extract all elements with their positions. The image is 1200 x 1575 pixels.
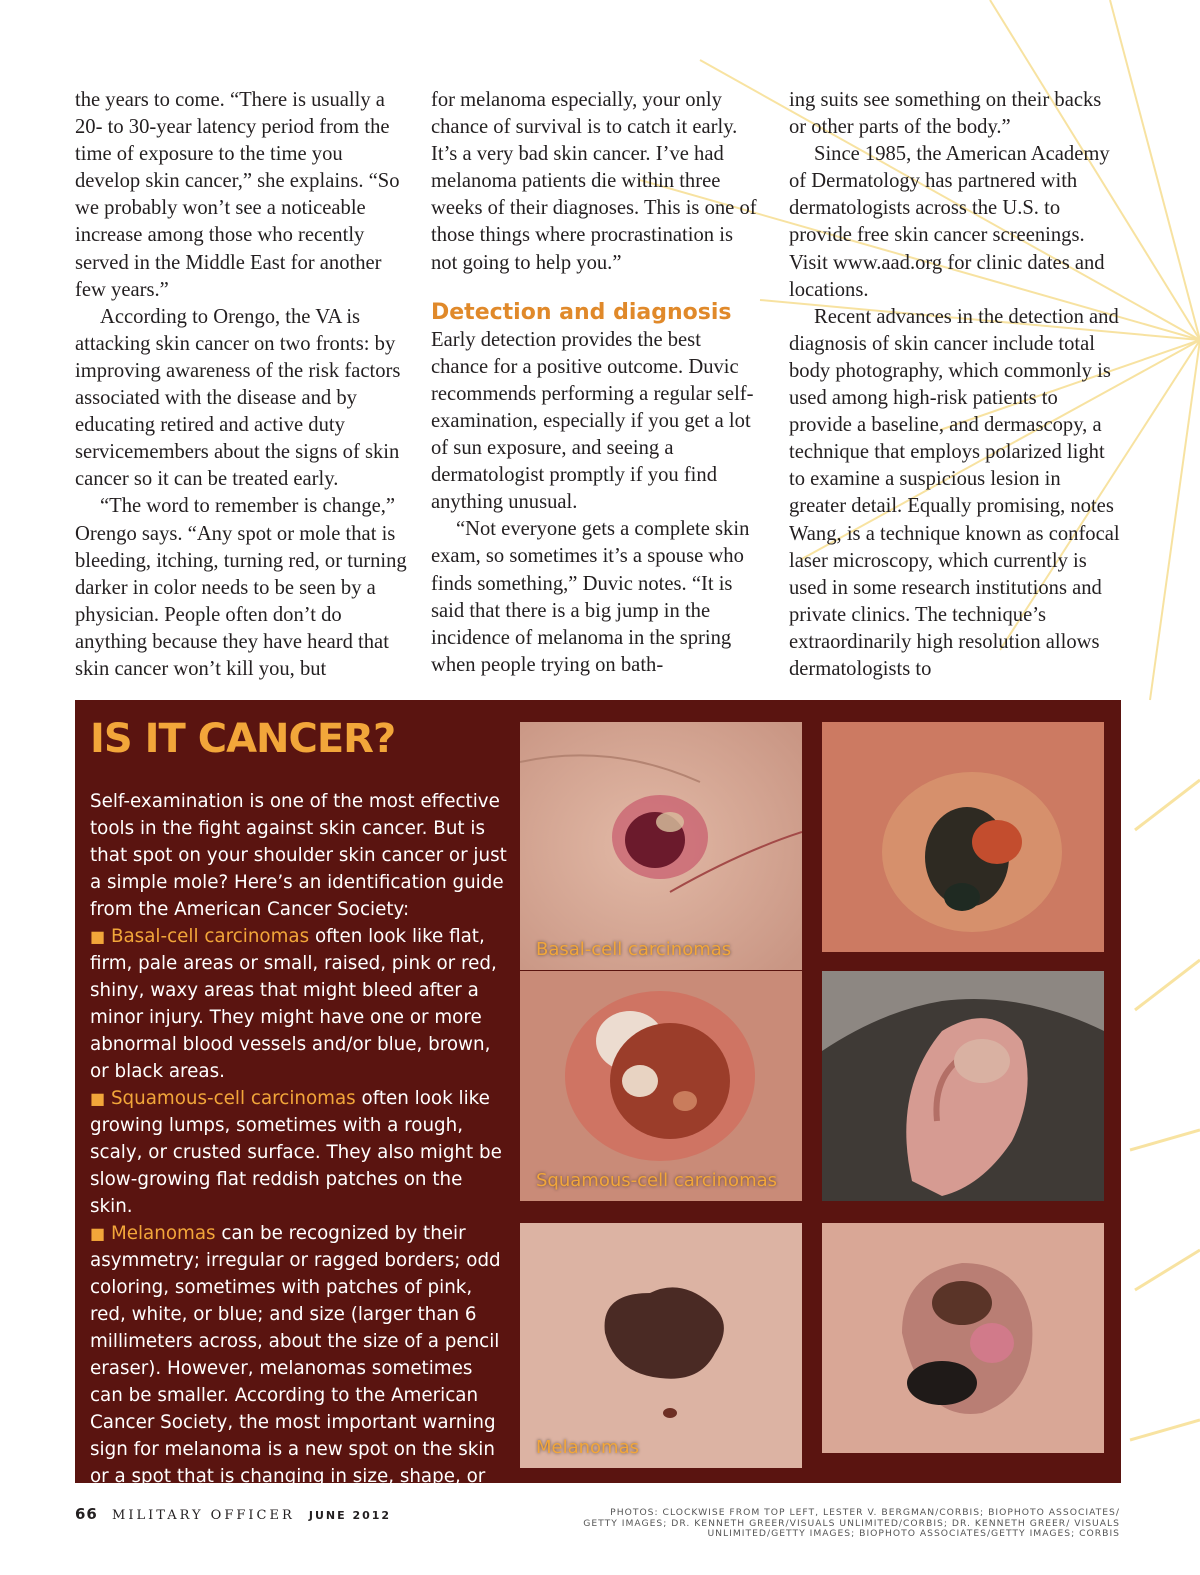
basal-description: often look like flat, firm, pale areas or small, raised, pink or red, shiny, waxy areas that might bleed after a minor injury. They might have one or more abnormal blood vessels and/or blue, brown, or black areas.	[90, 926, 497, 1082]
photo-credits: PHOTOS: CLOCKWISE FROM TOP LEFT, LESTER V. BERGMAN/CORBIS; BIOPHOTO ASSOCIATES/ GETTY IMAGES; DR. KENNETH GREER/VISUALS UNLIMITED/CORBIS; DR. KENNETH GREER/ VISUALS UNLIMITED/GETTY IMAGES; BIOPHOTO ASSOCIATES/GETTY IMAGES; CORBIS	[583, 1507, 1120, 1539]
melanoma-photo-2	[822, 1223, 1104, 1453]
melanoma-description: can be recognized by their asymmetry; irregular or ragged borders; odd coloring, sometimes with patches of pink, red, white, or blue; and size (larger than 6 millimeters across, about the size of a pencil eraser). However, melanomas sometimes can be smaller. According to the American Cancer Society, the most important warning sign for melanoma is a new spot on the skin or a spot that is changing in size, shape, or color.	[90, 1223, 501, 1514]
article-paragraph: the years to come. “There is usually a 20- to 30-year latency period from the time of exposure to the time you develop skin cancer,” she explains. “So we probably won’t see a noticeable increase among those who recently served in the Middle East for another few years.”	[75, 89, 400, 301]
article-column-1	[75, 87, 407, 683]
article-column-2	[431, 87, 763, 679]
article-paragraph: for melanoma especially, your only chance of survival is to catch it early. It’s a very bad skin cancer. I’ve had melanoma patients die within three weeks of their diagnoses. This is one of those things where procrastination is not going to help you.”	[431, 89, 757, 274]
squamous-term: Squamous-cell carcinomas	[110, 1088, 356, 1109]
squamous-cell-photo-1	[520, 971, 802, 1201]
squamous-cell-photo-2	[822, 971, 1104, 1201]
basal-cell-photo-2	[822, 722, 1104, 952]
bullet-square: ■	[90, 927, 106, 946]
article-paragraph: According to Orengo, the VA is attacking skin cancer on two fronts: by improving awareness of the risk factors associated with the disease and by educating retired and active duty servicemembers about the signs of skin cancer so it can be treated early.	[75, 305, 401, 491]
article-paragraph: Since 1985, the American Academy of Dermatology has partnered with dermatologists across the U.S. to provide free skin cancer screenings. Visit www.aad.org for clinic dates and locations.	[789, 143, 1110, 301]
page-number: 66	[75, 1505, 98, 1523]
bullet-square: ■	[90, 1224, 106, 1243]
melanoma-term: Melanomas	[110, 1223, 216, 1244]
caption-melanoma: Melanomas	[536, 1437, 639, 1458]
basal-cell-photo-1	[520, 722, 802, 970]
basal-term: Basal-cell carcinomas	[110, 926, 310, 947]
caption-squamous: Squamous-cell carcinomas	[536, 1170, 778, 1191]
article-paragraph: “The word to remember is change,” Orengo says. “Any spot or mole that is bleeding, itching, turning red, or turning darker in color needs to be seen by a physician. People often don’t do anything because they have heard that skin cancer won’t kill you, but	[75, 495, 407, 680]
article-paragraph: Recent advances in the detection and diagnosis of skin cancer include total body photography, which commonly is used among high-risk patients to provide a baseline, and dermascopy, a technique that employs polarized light to examine a suspicious lesion in greater detail. Equally promising, notes Wang, is a technique known as confocal laser microscopy, which currently is used in some research institutions and private clinics. The technique’s extraordinarily high resolution allows dermatologists to	[789, 305, 1120, 680]
article-paragraph: Early detection provides the best chance for a positive outcome. Duvic recommends performing a regular self-examination, especially if you get a lot of sun exposure, and seeing a dermatologist promptly if you find anything unusual.	[431, 328, 754, 514]
article-paragraph: ing suits see something on their backs or other parts of the body.”	[789, 89, 1102, 139]
article-column-3	[789, 87, 1121, 683]
magazine-name: MILITARY OFFICER	[112, 1508, 295, 1523]
page-footer	[75, 1505, 391, 1523]
sidebar-body	[90, 788, 510, 1517]
issue-date: JUNE 2012	[308, 1509, 392, 1522]
section-heading: Detection and diagnosis	[431, 299, 732, 325]
article-paragraph: “Not everyone gets a complete skin exam, so sometimes it’s a spouse who finds something,” Duvic notes. “It is said that there is a big jump in the incidence of melanoma in the spring when people trying on bath-	[431, 518, 750, 676]
caption-basal: Basal-cell carcinomas	[536, 939, 732, 960]
squamous-description: often look like growing lumps, sometimes with a rough, scaly, or crusted surface. They also might be slow-growing flat reddish patches on the skin.	[90, 1088, 502, 1217]
bullet-square: ■	[90, 1089, 106, 1108]
melanoma-photo-1	[520, 1223, 802, 1468]
sidebar-intro: Self-examination is one of the most effective tools in the fight against skin cancer. But is that spot on your shoulder skin cancer or just a simple mole? Here’s an identification guide from the American Cancer Society:	[90, 791, 507, 920]
sidebar-title: IS IT CANCER?	[90, 716, 396, 762]
